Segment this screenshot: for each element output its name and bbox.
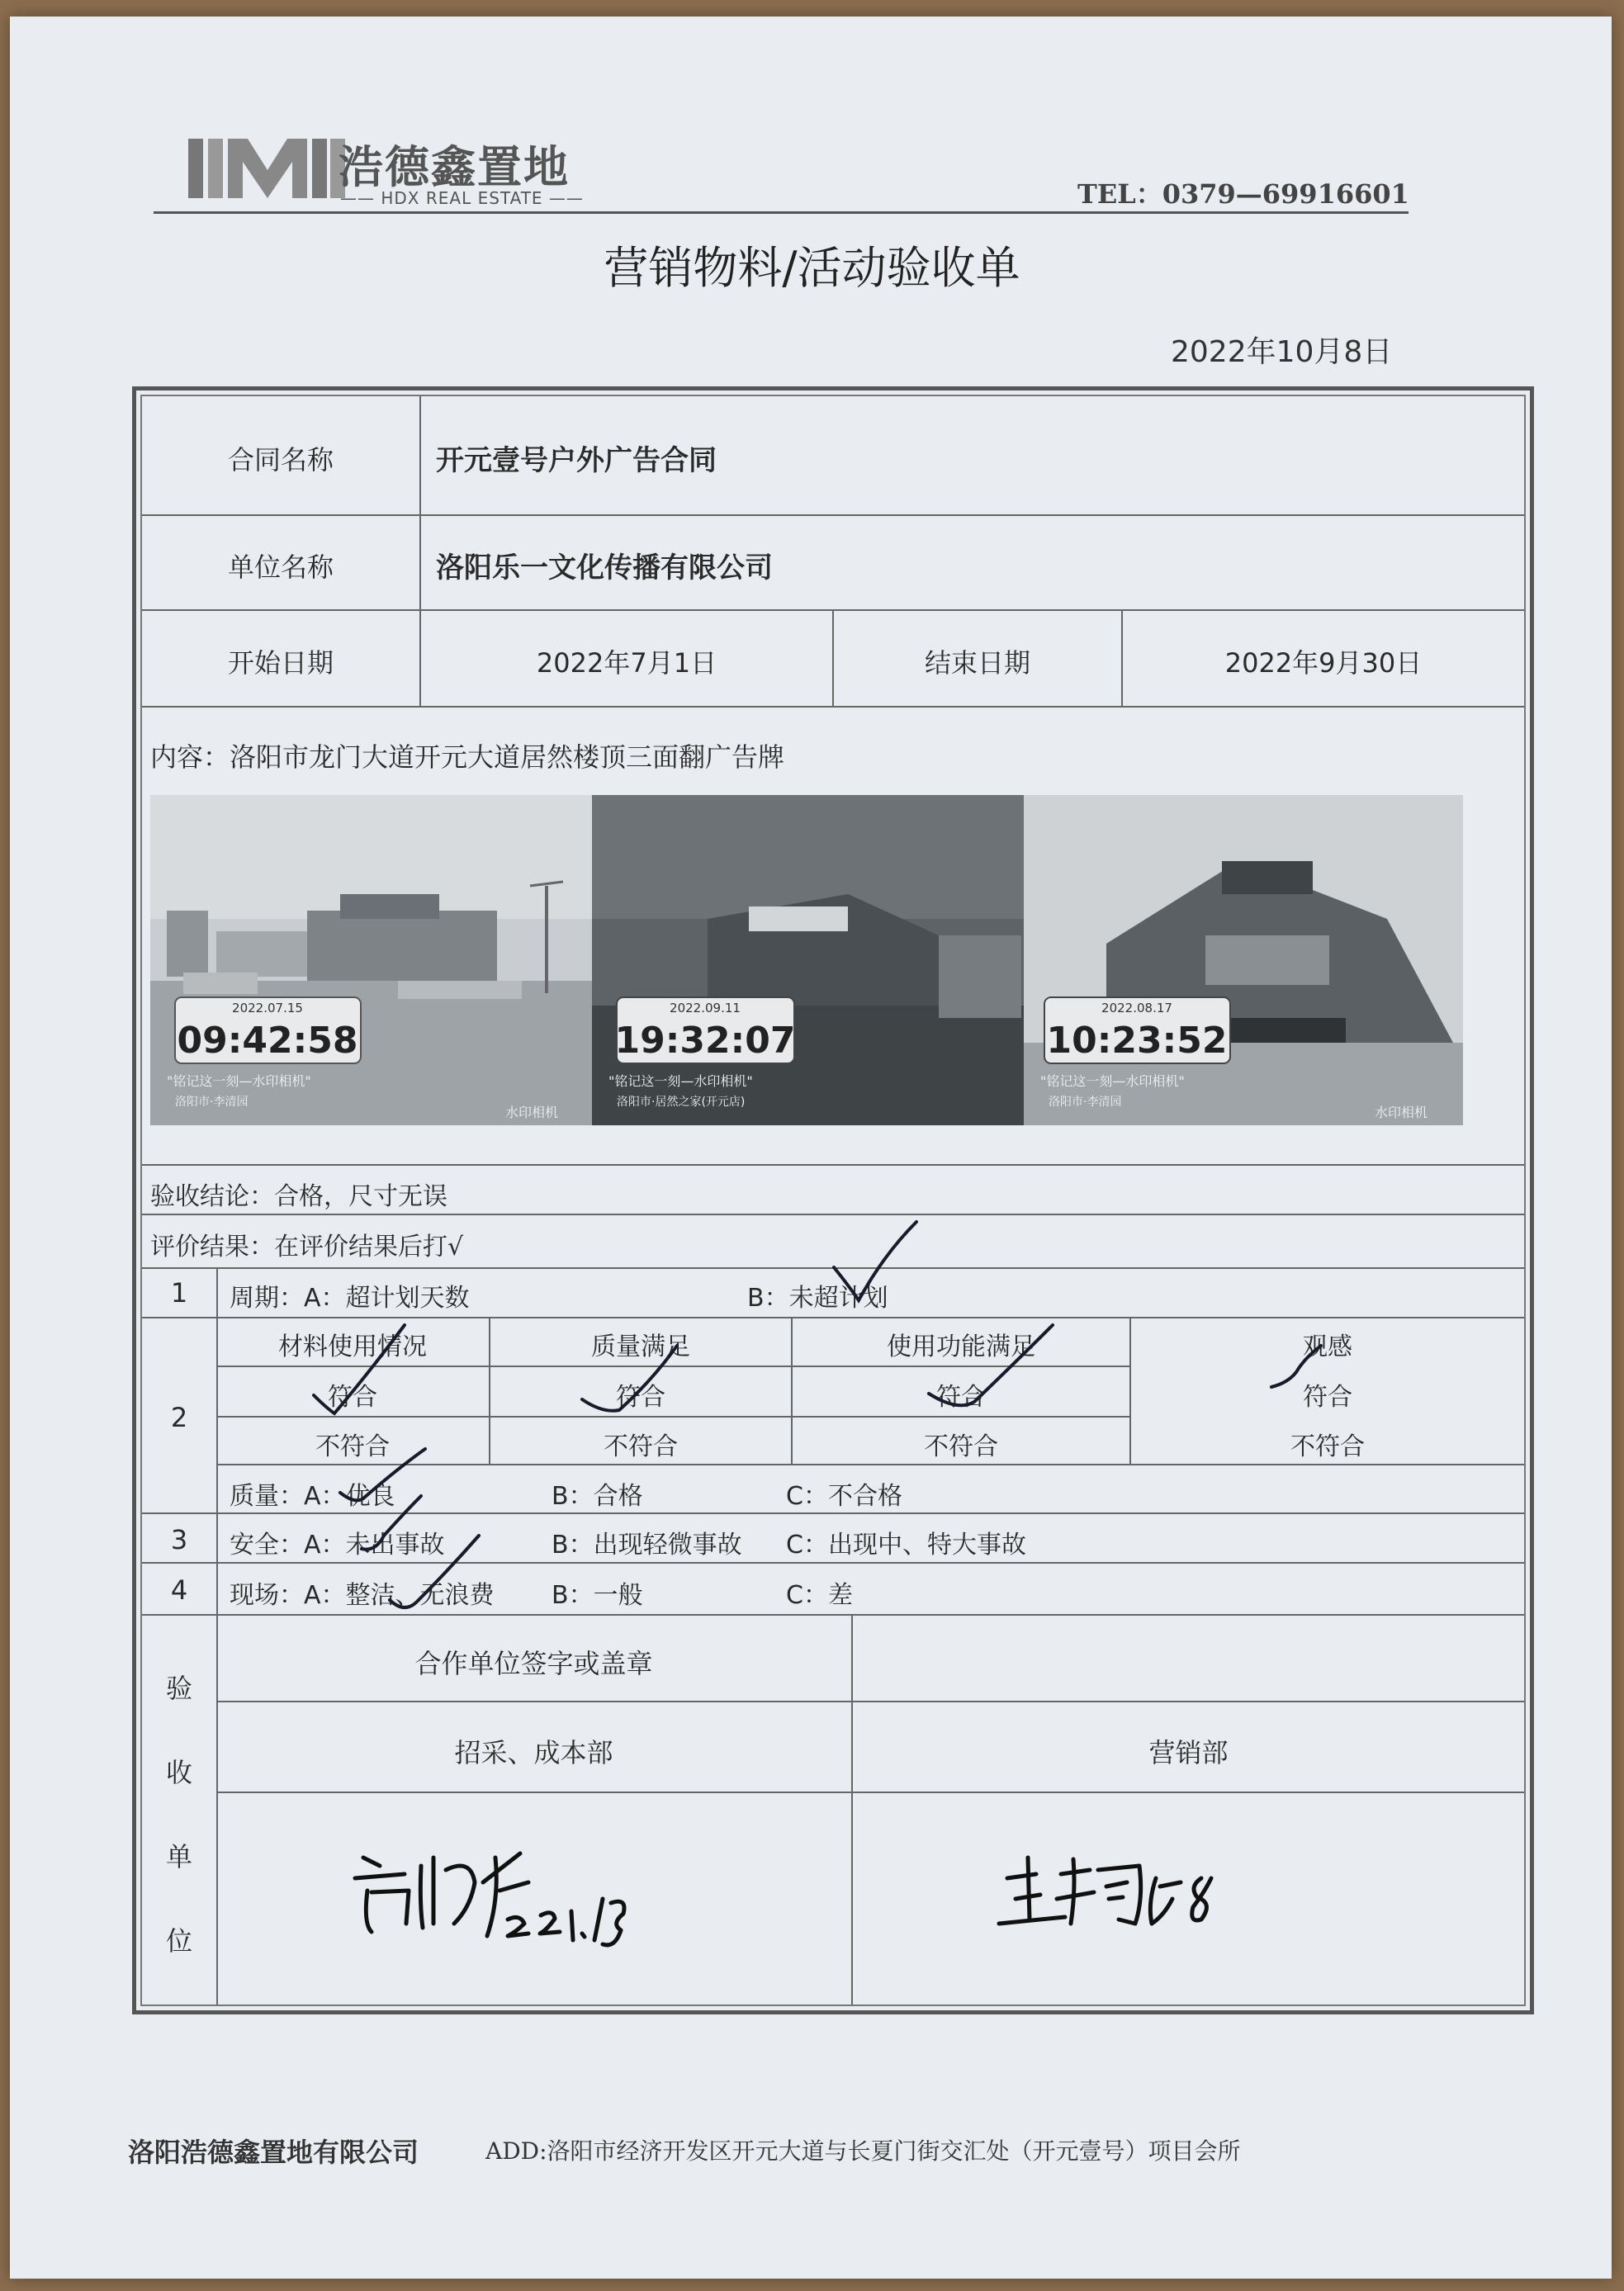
function-ok: 符合 xyxy=(936,1383,986,1412)
content-description: 内容：洛阳市龙门大道开元大道居然楼顶三面翻广告牌 xyxy=(150,741,785,773)
photo-1-time: 09:42:58 xyxy=(177,1020,358,1062)
row-3-number: 3 xyxy=(170,1524,188,1555)
row-2-number: 2 xyxy=(170,1402,188,1433)
row-1-option-b: B：未超计划 xyxy=(747,1284,888,1313)
procurement-dept-label: 招采、成本部 xyxy=(454,1737,613,1768)
row-1-option-a: 周期：A：超计划天数 xyxy=(230,1284,470,1313)
signature-left xyxy=(330,1833,677,1948)
head-material: 材料使用情况 xyxy=(278,1332,427,1361)
evaluation-instruction: 评价结果：在评价结果后打√ xyxy=(150,1233,464,1261)
photo-3-time: 10:23:52 xyxy=(1046,1020,1228,1062)
partner-sign-label: 合作单位签字或盖章 xyxy=(414,1648,653,1679)
end-date-value: 2022年9月30日 xyxy=(1224,647,1423,679)
unit-name-label: 单位名称 xyxy=(227,551,334,583)
document-date: 2022年10月8日 xyxy=(1171,335,1393,369)
site-option-b: B：一般 xyxy=(552,1581,643,1610)
vertical-label-1: 验 xyxy=(165,1673,192,1704)
appearance-notok: 不符合 xyxy=(1290,1432,1365,1461)
photo-2-time: 19:32:07 xyxy=(614,1020,796,1062)
footer-company: 洛阳浩德鑫置地有限公司 xyxy=(128,2137,419,2168)
safety-option-b: B：出现轻微事故 xyxy=(552,1531,742,1560)
unit-name-value: 洛阳乐一文化传播有限公司 xyxy=(436,551,773,585)
start-date-label: 开始日期 xyxy=(227,647,334,679)
head-appearance: 观感 xyxy=(1303,1332,1352,1361)
marketing-dept-label: 营销部 xyxy=(1148,1737,1229,1768)
start-date-value: 2022年7月1日 xyxy=(536,647,717,679)
head-quality: 质量满足 xyxy=(591,1332,690,1361)
row-1-number: 1 xyxy=(170,1277,188,1309)
contract-name-label: 合同名称 xyxy=(227,444,334,476)
photo-1-location: 洛阳市·李清园 xyxy=(175,1096,249,1109)
photo-2-date: 2022.09.11 xyxy=(670,1001,741,1015)
vertical-label-3: 单 xyxy=(165,1841,192,1872)
safety-option-c: C：出现中、特大事故 xyxy=(786,1531,1026,1560)
site-option-c: C：差 xyxy=(786,1581,853,1610)
company-name-en: —— HDX REAL ESTATE —— xyxy=(340,188,584,208)
material-notok: 不符合 xyxy=(315,1432,390,1461)
quality-notok: 不符合 xyxy=(604,1432,678,1461)
acceptance-conclusion: 验收结论：合格，尺寸无误 xyxy=(150,1182,447,1211)
contract-name-value: 开元壹号户外广告合同 xyxy=(436,444,717,477)
photo-2-location: 洛阳市·居然之家(开元店) xyxy=(617,1096,746,1109)
photo-1-date: 2022.07.15 xyxy=(232,1001,303,1015)
photo-1-slogan: "铭记这一刻—水印相机" xyxy=(167,1073,311,1089)
telephone: TEL：0379—69916601 xyxy=(1077,178,1409,210)
photo-3-watermark: 水印相机 xyxy=(1375,1105,1428,1120)
footer-address: ADD:洛阳市经济开发区开元大道与长夏门街交汇处（开元壹号）项目会所 xyxy=(485,2137,1241,2165)
end-date-label: 结束日期 xyxy=(924,647,1030,679)
safety-option-a: 安全：A：未出事故 xyxy=(230,1531,445,1560)
page-title: 营销物料/活动验收单 xyxy=(604,242,1020,294)
vertical-label-4: 位 xyxy=(165,1925,192,1957)
photo-1-watermark: 水印相机 xyxy=(505,1105,559,1120)
site-option-a: 现场：A：整洁、无浪费 xyxy=(230,1581,495,1610)
quality-ok: 符合 xyxy=(616,1383,665,1412)
quality-option-a: 质量：A：优良 xyxy=(230,1482,395,1511)
vertical-label-2: 收 xyxy=(165,1757,192,1788)
photo-2-slogan: "铭记这一刻—水印相机" xyxy=(608,1073,753,1089)
head-function: 使用功能满足 xyxy=(887,1332,1035,1361)
signature-right xyxy=(995,1841,1243,1948)
row-4-number: 4 xyxy=(170,1574,188,1606)
quality-option-c: C：不合格 xyxy=(786,1482,902,1511)
photo-3-location: 洛阳市·李清园 xyxy=(1049,1096,1122,1109)
material-ok: 符合 xyxy=(328,1383,377,1412)
photo-3-date: 2022.08.17 xyxy=(1101,1001,1172,1015)
function-notok: 不符合 xyxy=(924,1432,998,1461)
company-name-cn: 浩德鑫置地 xyxy=(339,141,570,193)
appearance-ok: 符合 xyxy=(1303,1383,1352,1412)
quality-option-b: B：合格 xyxy=(552,1482,643,1511)
photo-3-slogan: "铭记这一刻—水印相机" xyxy=(1040,1073,1185,1089)
